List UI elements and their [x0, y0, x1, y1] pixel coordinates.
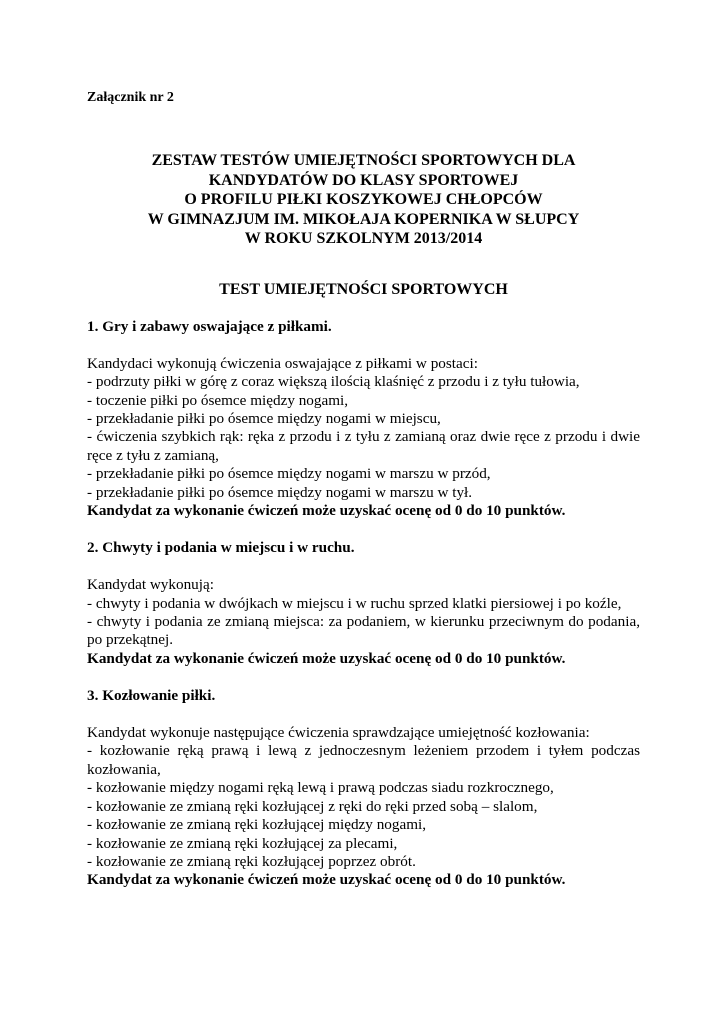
list-item: - przekładanie piłki po ósemce między nogami w marszu w przód, — [87, 465, 491, 483]
section-3 — [87, 687, 640, 889]
section-heading: 1. Gry i zabawy oswajające z piłkami. — [87, 318, 332, 335]
title-line: ZESTAW TESTÓW UMIEJĘTNOŚCI SPORTOWYCH DLA — [151, 152, 576, 169]
section-intro: Kandydat wykonuje następujące ćwiczenia sprawdzające umiejętność kozłowania: — [87, 724, 590, 742]
annex-label: Załącznik nr 2 — [87, 90, 174, 105]
list-item: - kozłowanie ze zmianą ręki kozłującej między nogami, — [87, 816, 427, 834]
list-item: - chwyty i podania w dwójkach w miejscu i w ruchu sprzed klatki piersiowej i po koźle, — [87, 594, 622, 612]
section-intro: Kandydat wykonują: — [87, 576, 214, 594]
section-heading: 2. Chwyty i podania w miejscu i w ruchu. — [87, 539, 355, 557]
list-item: - kozłowanie ręką prawą i lewą z jednoczesnym leżeniem przodem i tyłem podczas kozłowania, — [87, 742, 640, 778]
list-item: - kozłowanie ze zmianą ręki kozłującej za plecami, — [87, 834, 398, 852]
list-item: - kozłowanie ze zmianą ręki kozłującej poprzez obrót. — [87, 852, 416, 870]
document-page — [87, 89, 640, 890]
section-summary: Kandydat za wykonanie ćwiczeń może uzyskać ocenę od 0 do 10 punktów. — [87, 649, 566, 667]
title-line: KANDYDATÓW DO KLASY SPORTOWEJ — [208, 171, 519, 189]
list-item: - toczenie piłki po ósemce między nogami, — [87, 391, 349, 409]
section-summary: Kandydat za wykonanie ćwiczeń może uzyskać ocenę od 0 do 10 punktów. — [87, 502, 566, 520]
title-line: W GIMNAZJUM IM. MIKOŁAJA KOPERNIKA W SŁUPCY — [147, 210, 580, 228]
list-item: - kozłowanie między nogami ręką lewą i prawą podczas siadu rozkrocznego, — [87, 779, 554, 797]
list-item: - chwyty i podania ze zmianą miejsca: za podaniem, w kierunku przeciwnym do podania, po przekątnej. — [87, 613, 640, 649]
list-item: - kozłowanie ze zmianą ręki kozłującej z ręki do ręki przed sobą – slalom, — [87, 797, 538, 815]
list-item: - przekładanie piłki po ósemce między nogami w miejscu, — [87, 410, 441, 428]
section-intro: Kandydaci wykonują ćwiczenia oswajające z piłkami w postaci: — [87, 354, 478, 372]
title-line: O PROFILU PIŁKI KOSZYKOWEJ CHŁOPCÓW — [184, 191, 543, 208]
section-2 — [87, 539, 640, 668]
document-subtitle: TEST UMIEJĘTNOŚCI SPORTOWYCH — [219, 280, 508, 298]
section-heading: 3. Kozłowanie piłki. — [87, 687, 216, 705]
section-1 — [87, 318, 640, 520]
list-item: - ćwiczenia szybkich rąk: ręka z przodu i z tyłu z zamianą oraz dwie ręce z przodu i dwie ręce z tyłu z zamianą, — [87, 428, 640, 464]
list-item: - podrzuty piłki w górę z coraz większą ilością klaśnięć z przodu i z tyłu tułowia, — [87, 373, 580, 391]
document-title — [87, 151, 640, 249]
title-line: W ROKU SZKOLNYM 2013/2014 — [244, 230, 483, 247]
section-summary: Kandydat za wykonanie ćwiczeń może uzyskać ocenę od 0 do 10 punktów. — [87, 871, 566, 889]
list-item: - przekładanie piłki po ósemce między nogami w marszu w tył. — [87, 483, 473, 501]
